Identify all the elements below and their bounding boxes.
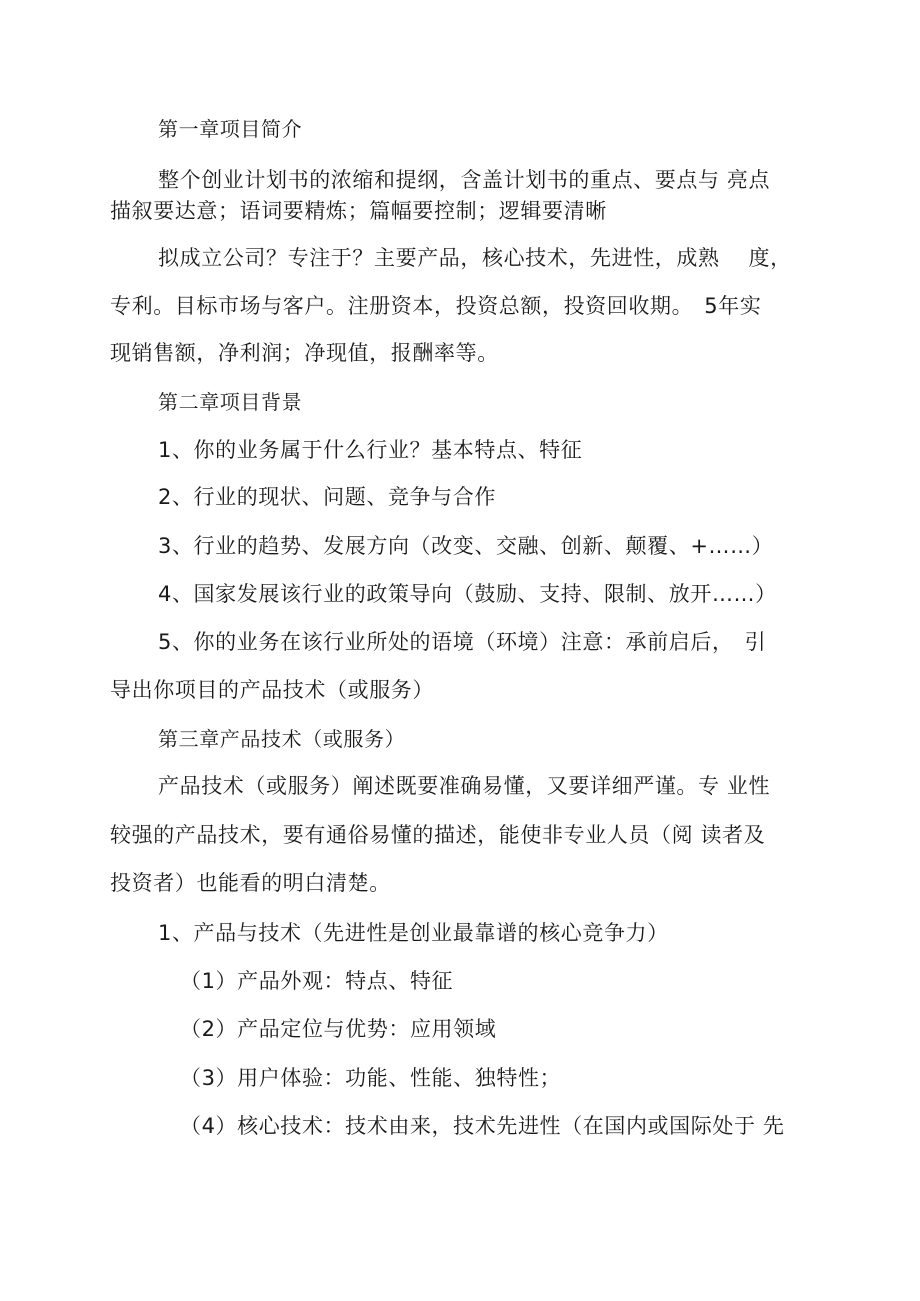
list-item: 1、你的业务属于什么行业？基本特点、特征 — [158, 438, 583, 462]
paragraph-line: 描叙要达意；语词要精炼；篇幅要控制；逻辑要清晰 — [110, 199, 607, 223]
list-item-continuation: 导出你项目的产品技术（或服务） — [110, 678, 434, 702]
chapter-2-title: 第二章项目背景 — [158, 390, 303, 414]
sub-list-item: （3）用户体验：功能、性能、独特性； — [180, 1066, 562, 1090]
paragraph-line: 专利。目标市场与客户。注册资本，投资总额，投资回收期。 5年实 — [110, 294, 762, 318]
list-item: 5、你的业务在该行业所处的语境（环境）注意：承前启后， 引 — [158, 630, 767, 654]
sub-list-item: （4）核心技术：技术由来，技术先进性（在国内或国际处于 先 — [180, 1114, 785, 1138]
list-item: 2、行业的现状、问题、竞争与合作 — [158, 485, 496, 509]
paragraph-line: 产品技术（或服务）阐述既要准确易懂，又要详细严谨。专 业性 — [158, 774, 771, 798]
list-item: 3、行业的趋势、发展方向（改变、交融、创新、颠覆、+……） — [158, 534, 774, 558]
paragraph-line: 投资者）也能看的明白清楚。 — [110, 871, 391, 895]
chapter-3-title: 第三章产品技术（或服务） — [158, 727, 406, 751]
sub-list-item: （1）产品外观：特点、特征 — [180, 969, 454, 993]
paragraph-line: 拟成立公司？专注于？主要产品，核心技术，先进性，成熟 度， — [158, 246, 792, 270]
paragraph-line: 整个创业计划书的浓缩和提纲，含盖计划书的重点、要点与 亮点 — [158, 168, 771, 192]
list-item: 1、产品与技术（先进性是创业最靠谱的核心竞争力） — [158, 921, 669, 945]
list-item: 4、国家发展该行业的政策导向（鼓励、支持、限制、放开……） — [158, 582, 777, 606]
sub-list-item: （2）产品定位与优势：应用领域 — [180, 1017, 497, 1041]
paragraph-line: 较强的产品技术，要有通俗易懂的描述，能使非专业人员（阅 读者及 — [110, 823, 766, 847]
chapter-1-title: 第一章项目简介 — [158, 117, 303, 141]
paragraph-line: 现销售额，净利润；净现值，报酬率等。 — [110, 341, 499, 365]
